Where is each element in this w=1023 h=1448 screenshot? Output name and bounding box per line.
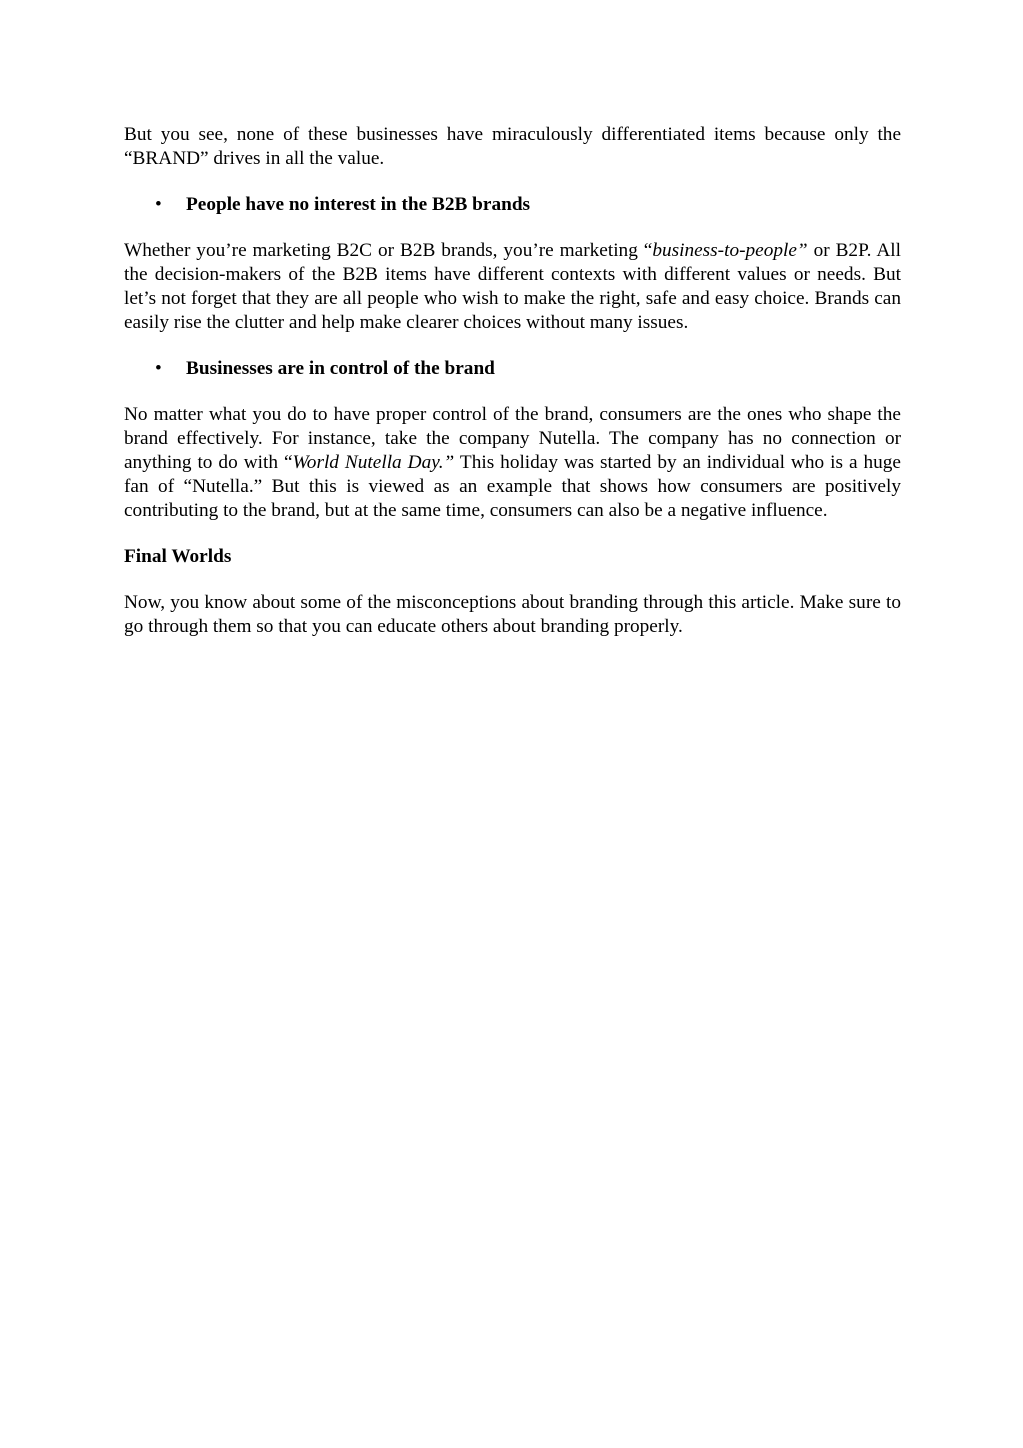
bullet-brand-control (124, 357, 901, 381)
bullet-text: People have no interest in the B2B brands (186, 194, 531, 215)
section-heading-final-worlds: Final Worlds (124, 546, 232, 567)
paragraph-b2p-text-b: or B2P. All the decision-makers of the B2B items have different contexts with different values or needs. But let’s not forget that they are all people who wish to make the right, safe and easy choice. Brands can easily rise the clutter and help make clearer choices without many issues. (124, 240, 901, 333)
paragraph-nutella-text-b: This holiday was started by an individual who is a huge fan of “Nutella.” But this is viewed as an example that shows how consumers are positively contributing to the brand, but at the same time, consumers can also be a negative influence. (124, 452, 901, 521)
paragraph-nutella (124, 403, 901, 523)
bullet-icon: • (155, 194, 162, 215)
bullet-b2b-brands (124, 193, 901, 217)
paragraph-nutella-text-a: No matter what you do to have proper control of the brand, consumers are the ones who shape the brand effectively. For instance, take the company Nutella. The company has no connection or anything to do with “ (124, 404, 901, 473)
bullet-icon: • (155, 358, 162, 379)
paragraph-conclusion: Now, you know about some of the misconceptions about branding through this article. Make sure to go through them so that you can educate others about branding properly. (124, 592, 901, 637)
paragraph-nutella-emphasis: World Nutella Day.” (292, 452, 455, 473)
document-page (124, 123, 901, 639)
bullet-text: Businesses are in control of the brand (186, 358, 495, 379)
paragraph-b2p (124, 239, 901, 335)
paragraph-brand-value: But you see, none of these businesses have miraculously differentiated items because only the “BRAND” drives in all the value. (124, 124, 901, 169)
paragraph-b2p-text-a: Whether you’re marketing B2C or B2B brands, you’re marketing “ (124, 240, 653, 261)
paragraph-b2p-emphasis: business-to-people” (652, 240, 808, 261)
